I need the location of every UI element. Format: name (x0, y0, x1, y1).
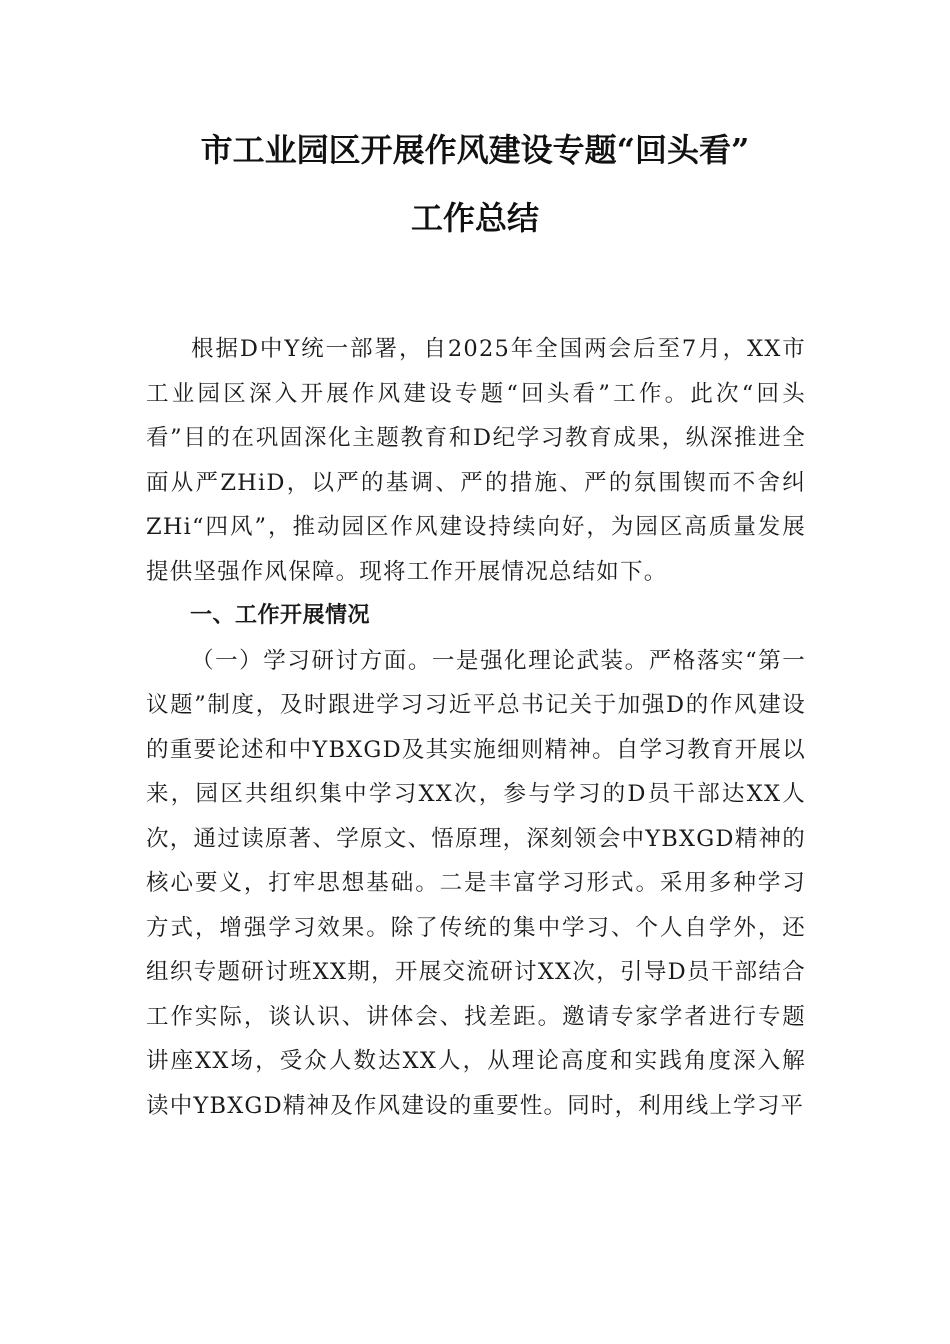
document-body (146, 327, 806, 1128)
section1-paragraph: （一）学习研讨方面。一是强化理论武装。严格落实“第一议题”制度，及时跟进学习习近平总书记关于加强D的作风建设的重要论述和中YBXGD及其实施细则精神。自学习教育开展以来，园区共组织集中学习XX次，参与学习的D员干部达XX人次，通过读原著、学原文、悟原理，深刻领会中YBXGD精神的核心要义，打牢思想基础。二是丰富学习形式。采用多种学习方式，增强学习效果。除了传统的集中学习、个人自学外，还组织专题研讨班XX期，开展交流研讨XX次，引导D员干部结合工作实际，谈认识、讲体会、找差距。邀请专家学者进行专题讲座XX场，受众人数达XX人，从理论高度和实践角度深入解读中YBXGD精神及作风建设的重要性。同时，利用线上学习平 (146, 647, 806, 1119)
intro-paragraph: 根据D中Y统一部署，自2025年全国两会后至7月，XX市工业园区深入开展作风建设专题“回头看”工作。此次“回头看”目的在巩固深化主题教育和D纪学习教育成果，纵深推进全面从严ZHiD，以严的基调、严的措施、严的氛围锲而不舍纠ZHi“四风”，推动园区作风建设持续向好，为园区高质量发展提供坚强作风保障。现将工作开展情况总结如下。 (146, 336, 806, 585)
document-title-line1: 市工业园区开展作风建设专题“回头看” (200, 131, 750, 169)
document-title-line2: 工作总结 (410, 199, 539, 237)
section1-heading: 一、工作开展情况 (190, 603, 371, 628)
